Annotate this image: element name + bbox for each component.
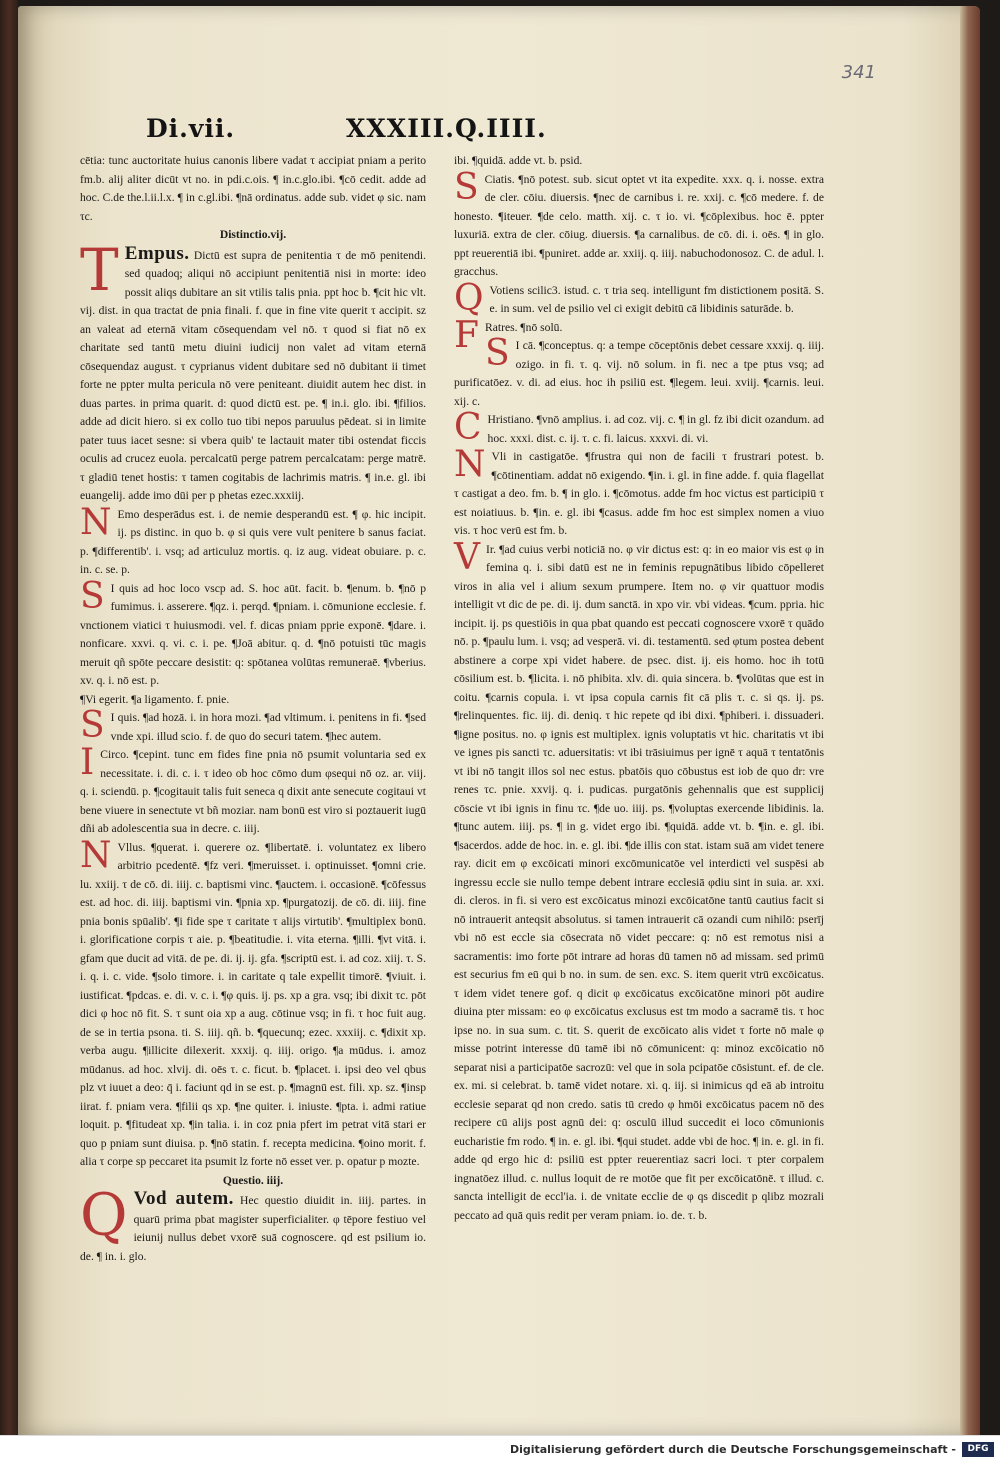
paragraph (454, 277, 824, 319)
digitization-footer (0, 1435, 1000, 1464)
paragraph-text: I quis. ¶ad hozā. i. in hora mozi. ¶ad vltimum. i. penitens in fi. ¶sed vnde xpi. illud scio. f. de quo do securi tatem. ¶hec autem. (110, 711, 426, 743)
paragraph (80, 705, 426, 746)
paragraph: cētia: tunc auctoritate huius canonis libere vadat τ accipiat pniam a perito fm.b. alij aliter dicūt vt no. in pdi.c.ois. ¶ in.c.glo.ibi. ¶cō cedit. adde ad hoc. C.de the.l.ii.l.x. ¶ in c.gl.ibi. ¶nā ordinatus. adde sub. videt φ sic. nam τc. (80, 154, 426, 223)
paragraph (454, 444, 824, 541)
paragraph-text: Ratres. ¶nō solū. (484, 320, 563, 334)
paragraph-text: Emo desperādus est. i. de nemie desperandū est. ¶ φ. hic incipit. ij. ps distinc. in quo b. φ si quis vere vult penitere b sanus faciat. p. ¶differentib'. i. vsq; ad articuluz mortis. q. iz aug. videat obuiare. p. c. in. c. se. p. (80, 507, 426, 576)
section-heading: Questio. iiij. (222, 1173, 284, 1187)
paragraph (454, 314, 824, 356)
paragraph-text: I cā. ¶conceptus. q: a tempe cōceptōnis debet cessare xxxij. q. iiij. ozigo. in fi. τ. q. vij. nō solum. in fi. nec a tpe ptus vsq; ad purificatōez. v. di. ad eius. hoc ih psiliū est. ¶legem. leui. xviij. ¶carnis. leui. xij. c. (454, 339, 824, 408)
dfg-logo: DFG (962, 1442, 994, 1457)
paragraph (454, 166, 824, 282)
paragraph (80, 235, 426, 506)
paragraph-text: Ir. ¶ad cuius verbi noticiā no. φ vir dictus est: q: in eo maior vis est φ in femina q. i. sibi datū est ne in feminis repugnātibus libido cōpelleret viros in alia vel i alium sexum prumpere. Item no. φ vir quattuor modis intelligit vt dic de pe. di. ij. dum sanctā. in xpo vir. vbi videas. ¶cum. ppria. hic incipit. ij. ps questiōis in qua pbat quando est peccati cognoscere vxorē τ quādo nō. p. ¶paulu lum. i. vsq; ad vesperā. vi. di. testamentū. sed φtum postea debent abstinere a corpe xpi videt habere. de psec. dist. ij. eis homo. hoc ih totū cōsilium est. b. ¶licita. i. nō phibita. xlv. di. quia sincera. b. ¶volūtas que est in coitu. ¶carnis copula. i. vt ipsa copula carnis fit cā plis τ. c. si qs. ij. ps. ¶relinquentes. fic. iij. di. deniq. τ hic repete qd ibi dixi. ¶phiberi. i. dissuaderi. ¶igne positus. no. φ ignis est multiplex. ignis voluptatis vt hic. charitatis vt ibi ve ignes pis sancti τc. aduersitatis: vt ibi trāsiuimus per ignē τ aquā τ tentatōnis vt ibi nō tangit illos sol nec estus. pbatōis quo cōbustus est iob de quo dr: vre renes τc. pnie. xxvij. q. i. pudicas. purgatōnis gehennalis que est supplicij cōscie vt ibi ignis in finu τc. ¶de uo. iiij. ps. ¶voluptas exercende libidinis. la. ¶tunc autem. iiij. ps. ¶ in g. videt ergo ibi. ¶quidā. adde vt. b. ¶in. e. gl. ibi. ¶sacerdos. adde de hoc. in. e. gl. ibi. ¶de illis con stat. istam suā am videt tenere ray. dicit em φ excōicati minori excōmunicatōe vel interdicti vel suspēsi ab ingressu eccle sie nullo tempe debent intrare ecclesiā φdiu sint in suia. ar. xxi. di. cleros. in fi. si vero est excōicatus minozi excōicatōne tantū cautius facit si nō intrauerit anteqsit absolutus. si tamen intrauerit cā ozandi cum nihilō: pserīj vbi nō est eccle sia cōsecrata nō videt peccare: q: nō est remotus nisi a sacramentis: imo forte pōt intrare ad horas dū tamen nō ad missam. sed primū est securius fm eū qui b no. in sum. de sen. exc. S. item querit vtrū excōicatus. τ idem videt tenere gof. q dicit φ excōicatus excōicatōne minori pōt audire diuina pter missam: eo φ excōicatus exclusus est tm modo a sacramē tis. τ hoc ipse no. in sua sum. c. tit. S. querit de excōicato alis videt τ forte nō male φ misse potrint interesse dū tamē ibi nō cōmunicent: q: minoz excōicatio nō separat nisi a participatōe sacrozū: vel que in sola pcipatōe cōsistunt. ef. de cle. ex. mi. si celebrat. b. tamē videt notare. xi. q. iij. si inimicus qd eā ab introitu ecclesie separat qd non credo. satis tū credo φ hmōi excōicatus pacem nō des recipere cū alijs post agnū dei: q: osculū illud succedit ei loco cōmunionis eucharistie fm rodo. ¶ in. e. gl. ibi. ¶qui studet. adde vbi de hoc. ¶ in. e. gl. in fi. adde qd ergo hic d: psiliū est ppter reuerentiaz sacri loci. τ pter corpalem ingnatōez illud. c. nullus loquit de re motōe que fit per excōicatōnē. τ illud. c. sancta intelligit de eccl'ia. i. de vnitate ecclie de φ qs discedit p qlibz mozrali peccato ad quā quis redit per veram pniam. io. de. τ. b. (454, 542, 824, 1222)
drop-capital: N (80, 834, 112, 876)
drop-capital: N (454, 444, 486, 485)
paragraph (80, 742, 426, 839)
paragraph-text: Hristiano. ¶vnō amplius. i. ad coz. vij. c. ¶ in gl. fz ibi dicit ozandum. ad hoc. xxxi. dist. c. ij. τ. c. fi. laicus. xxxvi. di. vi. (487, 413, 824, 445)
paragraph: ¶Vi egerit. ¶a ligamento. f. pnie. (80, 692, 230, 706)
drop-capital: S (454, 166, 479, 208)
drop-capital: C (454, 407, 482, 448)
paragraph (80, 575, 426, 691)
section-heading: Distinctio.vij. (219, 228, 287, 241)
paragraph-text: Votiens scilic3. istud. c. τ tria seq. intelligunt fm distictionem positā. S. e. in sum. vel de psilio vel ci exigit debitū cā libidinis saturāde. b. (489, 283, 824, 315)
drop-capital: Q (80, 1181, 128, 1249)
drop-capital: I (80, 742, 95, 783)
book-page (18, 6, 980, 1436)
right-column (454, 152, 824, 1225)
paragraph (454, 407, 824, 448)
drop-capital: N (80, 501, 112, 543)
running-head-left: Di.vii. (146, 114, 236, 143)
running-head-right: XXXIII.Q.IIII. (346, 114, 547, 143)
paragraph-text: I quis ad hoc loco vscp ad. S. hoc aūt. facit. b. ¶enum. b. ¶nō p fumimus. i. asserere. ¶qz. i. perqd. ¶pniam. i. cōmunione ecclesie. f. vnctionem viatici τ huiusmodi. vel. f. dicas pniam pprie exponē. ¶dare. i. nonficare. xxvi. q. vi. c. i. pe. ¶Joā abitur. q. d. ¶nō potuisti tūc magis meruit qñ spōte peccare desistit: q: spōtanea volūtas remuneraē. ¶vberius. xv. q. i. nō est. p. (80, 581, 426, 687)
drop-capital: V (454, 536, 480, 578)
drop-capital: S (484, 333, 510, 374)
paragraph-text: Hec questio diuidit in. iiij. partes. in quarū prima pbat magister superficialiter. φ tēpore festiuo vel ieiunij nullus debet vxorē suā cognoscere. qd est psilium io. de. ¶ in. i. glo. (80, 1194, 427, 1263)
paragraph (454, 333, 824, 411)
folio-number: 341 (841, 62, 876, 83)
drop-capital: F (454, 314, 479, 356)
drop-capital: S (80, 705, 105, 746)
paragraph-text: Dictū est supra de penitentia τ de mō penitendi. sed quadoq; aliqui nō accipiunt penitentiā nisi in morte: ideo possit aliqs dubitare an sit vtilis talis pnia. ppt hoc b. ¶cit hic vlt. vij. dist. in qua tractat de pnia finali. f. que in fine vite querit τ accipit. sz an valeat ad eternā vitam cōsequendam vel nō. τ quod si fiat nō ex charitate sed tantū metu diuini iudicij non valet ad vitam eternā cōsequendaz august. τ cyprianus vident dubitare sed nō dubitant ii timet forte ne ppter multa pericula nō vere peniteant. diuidit autem hec dist. in duas partes. in prima quarit. d: quod dictū est. pe. ¶ in.i. glo. ibi. ¶filios. adde ad dicit hiero. si ex collo tuo tibi nepos paruulus pēdeat. si in limite pater tuus iacet sesne: si vbera quib' te lactauit mater tibi ostendat ficcis oculis ad crucez euola. percalcatū perge patrem percalcatam: perge matrē. τ gladiū tenet hostis: τ tamen cogitabis de lachrimis matris. ¶ in.e. gl. ibi euangelij. adde imo dūi per p phetas ezec.xxxiij. (80, 248, 426, 502)
paragraph (80, 1181, 427, 1266)
drop-capital: Q (454, 277, 484, 319)
incipit-word: Empus. (124, 242, 190, 264)
incipit-word: Vod autem. (133, 1188, 234, 1209)
paragraph (80, 834, 426, 1172)
book-spine (0, 0, 18, 1440)
page-edge (960, 6, 980, 1436)
paragraph-text: Ciatis. ¶nō potest. sub. sicut optet vt ita expedite. xxx. q. i. nosse. extra de cler. cōiu. diuersis. ¶nec de carnibus i. re. xxij. c. ¶cō medere. f. de honesto. ¶iteuer. ¶de celo. matth. xij. c. τ io. vi. ¶cōplexibus. hoc ē. ppter luxuriā. extra de cler. cōiug. diuersis. ¶a carnalibus. de cō. di. i. oēs. ¶ in glo. ppt reuerentiā ibi. ¶puniret. adde ar. xxiij. q. iiij. nabuchodonosoz. C. de adul. l. gracchus. (454, 172, 824, 278)
left-column (80, 152, 426, 1266)
paragraph (80, 501, 426, 580)
funding-notice: Digitalisierung gefördert durch die Deutsche Forschungsgemeinschaft - (509, 1443, 956, 1456)
paragraph-text: Vllus. ¶querat. i. querere oz. ¶libertatē. i. voluntatez ex libero arbitrio pcedentē. ¶fz veri. ¶meruisset. i. optinuisset. ¶omni crie. lu. xxiij. τ de cō. di. iiij. c. baptismi vinc. ¶auctem. i. occasionē. ¶cōfessus est. ad hoc. di. iiij. baptismi vin. ¶pnia xp. ¶purgatozij. de cō. di. iiij. fine pnia bonis spūalib'. ¶i fide spe τ caritate τ alijs virtutib'. ¶multiplex bonū. i. glorificatione corpis τ aie. p. ¶beatitudie. i. vita eterna. ¶illi. ¶vt vitā. i. gfam que ducit ad vitā. de pe. di. ij. ij. gfa. ¶scriptū est. i. ad coz. xiij. τ. S. i. q. i. c. vide. ¶solo timore. i. in caritate q tale expellit timorē. ¶viuit. i. iustificat. ¶pdcas. e. di. v. c. i. ¶φ quis. ij. ps. xp a gra. vsq; ibi dixit τc. pōt dici φ hoc nō fit. S. τ sunt oia xp a aug. cōtinue vsq; in fi. τ hoc fuit aug. de se in tertia psona. ti. S. iiij. qñ. b. ¶quecunq; ezec. xxxiij. c. ¶dixit xp. verba augu. ¶illicite dilexerit. xxxij. q. iiij. origo. ¶a mūdus. i. amoz mūdanus. ad hoc. xlvij. di. oēs τ. c. ficut. b. ¶placet. i. ipsi deo vel qbus plz vt iuuet a deo: q̄ i. faciunt qd in se est. p. ¶magnū est. fili. xp. sz. ¶insp iirat. f. pniam vera. ¶filii qs xp. ¶ne quiter. i. iniuste. ¶pta. i. admi ratiue loquit. p. ¶fitudeat xp. ¶in talia. i. in coz pnia pfert im petrat vitā stari er quo p pniam sunt diuisa. p. ¶nō statin. f. recepta medicina. ¶oino morit. f. alia τ corpe sp peccaret ita psumit lz forte nō esset ver. p. opatur p mozte. (80, 840, 426, 1168)
paragraph-text: Circo. ¶cepint. tunc em fides fine pnia nō psumit voluntaria sed ex necessitate. i. di. c. i. τ ideo ob hoc cōmo dum φsequi nō oz. ar. viij. q. i. sciendū. p. ¶cogitauit talis fuit seneca q dixit ante senecute cogitaui vt bene viuere in senectute vt bñ moziar. nam bonū est viro si poztauerit iugū dñi ab adolescentia sua in decre. c. iiij. (80, 748, 426, 835)
paragraph: ibi. ¶quidā. adde vt. b. psid. (454, 154, 583, 167)
paragraph (454, 536, 824, 1226)
paragraph-text: Vli in castigatōe. ¶frustra qui non de facili τ frustrari potest. b. ¶cōtinentiam. addat nō exigendo. ¶in. i. gl. in fine adde. f. quia flagellat τ castigat a deo. fm. b. ¶ in glo. i. ¶cōmotus. adde fm hoc victus est participiū τ est noiatiuus. b. ¶in. e. gl. ibi ¶casus. adde fm hoc est simplex nomen a viuo vis. τ hoc verū est fm. b. (454, 450, 824, 537)
drop-capital: S (80, 575, 105, 617)
drop-capital: T (80, 235, 119, 304)
